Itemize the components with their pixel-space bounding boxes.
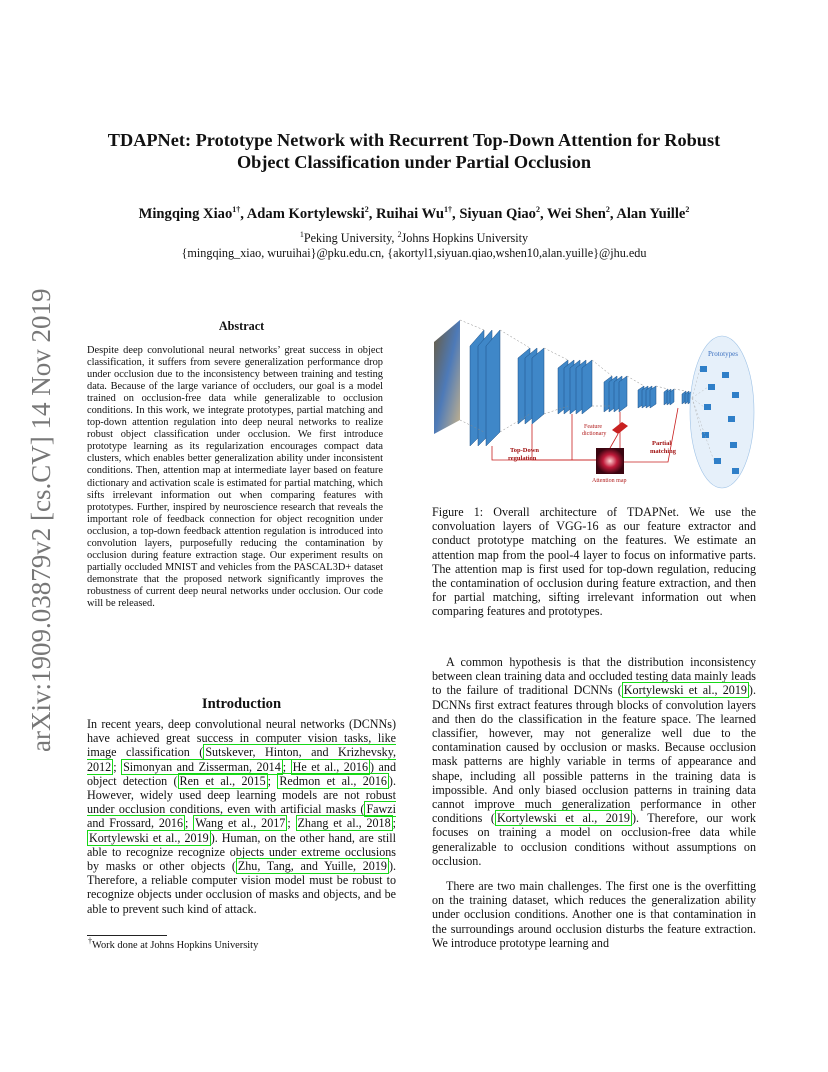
author-mark: 1† — [232, 205, 241, 215]
text-run: ). Therefore, a reliable computer vision model must be robust to recognize objects under occlusion of masks and objects, and be able to prevent such kind of attack. — [87, 859, 396, 916]
top-down-label-1: Top-Down — [510, 447, 540, 454]
text-run: ; — [287, 816, 296, 831]
author-name: Mingqing Xiao — [138, 206, 233, 222]
author-mark: 2 — [535, 205, 540, 215]
top-down-label-2: regulation — [508, 455, 537, 462]
abstract-text: Despite deep convolutional neural networks’ great success in object classification, it suffers from severe generalization performance drop under occlusion due to the inconsistency between training and testing data. Because of the large variance of occluders, our goal is a model trained on occlusion-free data while generalizable to occlusion conditions. In this work, we integrate prototypes, partial matching and top-down attention regulation into deep neural networks to realize robust object classification under occlusion. We first introduce prototype learning as its regularization encourages compact data clusters, which enables better generalization ability under inconsistent conditions. Then, attention map at intermediate layer based on feature dictionary and activation scale is estimated for partial matching, which sifts irrelevant information out when comparing features with prototypes. Further, inspired by neuroscience research that reveals the important role of feedback connection for object recognition under occlusion, a top-down feedback attention regulation is introduced into convolution layers, purposefully reducing the contamination by occlusion during feature extraction stage. Our experiment results on partially occluded MNIST and vehicles from the PASCAL3D+ dataset demonstrate that the proposed network significantly improves the robustness of current deep neural networks under occlusion. Our code will be released. — [87, 345, 383, 609]
text-run: ). Human, on the other hand, are still able to recognize recognize objects under extreme occlusions by masks or other objects ( — [87, 830, 396, 874]
conv-layer — [486, 330, 500, 446]
arxiv-id: arXiv:1909.03879v2 [cs.CV] 14 Nov 2019 — [26, 288, 56, 752]
footnote — [88, 936, 259, 951]
author-mark: 1† — [444, 205, 453, 215]
affiliation-2: Johns Hopkins University — [401, 231, 529, 245]
partial-matching-label-1: Partial — [652, 440, 672, 447]
author-name: Adam Kortylewski — [246, 206, 365, 222]
paper-title — [60, 129, 768, 173]
feature-dictionary-label-2: dictionary — [582, 431, 607, 437]
prototype-cube — [728, 416, 735, 422]
introduction-paragraph — [87, 717, 396, 916]
affiliations — [60, 231, 768, 246]
author-name: Wei Shen — [547, 206, 606, 222]
abstract-heading: Abstract — [218, 319, 265, 333]
citation-link[interactable]: Kortylewski et al., 2019 — [89, 830, 209, 845]
text-run: ). However, widely used deep learning models are not robust under occlusion conditions, even with artificial masks ( — [87, 773, 396, 817]
text-run: ). Therefore, our work focuses on training a model on occlusion-free data while generalizable to occlusion conditions without assumptions on occlusion. — [432, 811, 756, 868]
affiliation-mark: 2 — [397, 229, 402, 239]
author-mark: 2 — [605, 205, 610, 215]
introduction-heading: Introduction — [201, 696, 282, 712]
text-run: ; — [185, 816, 194, 831]
citation-link[interactable]: Zhu, Tang, and Yuille, 2019 — [237, 859, 387, 874]
figure-caption: Figure 1: Overall architecture of TDAPNet. We use the convoluation layers of VGG-16 as our feature extractor and conduct prototype matching on the features. We estimate an attention map from the pool-4 layer to focus on informative parts. The attention map is first used for top-down regulation, reducing the contamination of occlusion during feature extraction, and then for partial matching, sifting irrelevant information out when comparing features and prototypes. — [432, 505, 756, 619]
author-list: Mingqing Xiao$^{1\dagger}$, Adam Kortylewski$^2$, Ruihai $Wu^{1\dagger}$, Siyuan Qiao$^2$, Wei Shen$^2$, Alan Yuille$^2$ — [138, 205, 690, 222]
attention-map — [596, 448, 624, 474]
conv-blocks — [470, 330, 692, 446]
prototype-cube — [722, 372, 729, 378]
text-run: ) and object detection ( — [87, 759, 397, 788]
author-name: Ruihai Wu — [376, 206, 445, 222]
citation-link[interactable]: Sutskever, Hinton, and Krizhevsky, 2012 — [87, 745, 396, 774]
affiliation-1: Peking University, — [303, 231, 398, 245]
footnote-divider — [87, 935, 167, 936]
conv-layer — [582, 360, 592, 414]
text-run: ; — [113, 759, 122, 774]
citation-link[interactable]: He et al., 2016 — [292, 759, 368, 774]
author-mark: 2 — [685, 205, 690, 215]
text-run: ). DCNNs first extract features through blocks of convolution layers and then do the classification in the feature space. The learned classifier, however, may not generalize well due to the contamination caused by occlusion or masks. Because occlusion mask patterns are highly variable in terms of appearance and shape, including all possible patterns in the training data is impossible. And only biased occlusion patterns in training data cannot improve much generalization performance in other conditions ( — [432, 683, 756, 826]
title-line-2: Object Classification under Partial Occlusion — [236, 152, 592, 172]
citation-link[interactable]: Kortylewski et al., 2019 — [496, 811, 630, 826]
prototype-cube — [730, 442, 737, 448]
body-paragraph: There are two main challenges. The first one is the overfitting on the training dataset, which reduces the generalization ability under occlusion conditions. Another one is that contamination in the surroundings around occlusion disturbs the feature extraction. We introduce prototype learning and — [432, 879, 756, 950]
citation-link[interactable]: Kortylewski et al., 2019 — [623, 683, 747, 698]
text-run: ; — [267, 773, 278, 788]
affiliation-mark: 1 — [299, 229, 304, 239]
text-run: A common hypothesis is that the distribution inconsistency between clean training data and occluded testing data mainly leads to the failure of traditional DCNNs ( — [432, 655, 756, 698]
conv-layer — [532, 348, 544, 424]
title-line-1: TDAPNet: Prototype Network with Recurrent Top-Down Attention for Robust — [107, 130, 721, 150]
attention-map-label: Attention map — [592, 478, 627, 484]
citation-link[interactable]: Ren et al., 2015 — [179, 773, 266, 788]
conv-layer — [670, 389, 674, 405]
prototype-cube — [714, 458, 721, 464]
author-name: Alan Yuille — [616, 206, 686, 222]
prototype-cube — [704, 404, 711, 410]
prototype-cube — [732, 468, 739, 474]
citation-link[interactable]: Simonyan and Zisserman, 2014 — [123, 759, 281, 774]
prototypes-label: Prototypes — [708, 350, 738, 358]
footnote-mark: † — [88, 936, 92, 946]
conv-layer — [650, 386, 656, 408]
footnote-text: Work done at Johns Hopkins University — [92, 940, 259, 951]
partial-matching-label-2: matching — [650, 448, 676, 455]
prototype-cube — [700, 366, 707, 372]
figure-architecture-diagram — [432, 312, 756, 490]
text-run: In recent years, deep convolutional neural networks (DCNNs) have achieved great success in computer vision tasks, like image classification ( — [87, 717, 396, 760]
text-run: ; — [282, 759, 291, 774]
arxiv-stamp — [14, 282, 60, 752]
author-mark: 2 — [364, 205, 369, 215]
body-paragraph — [432, 655, 756, 868]
author-name: Siyuan Qiao — [459, 206, 536, 222]
prototype-cube — [708, 384, 715, 390]
author-emails: {mingqing_xiao, wuruihai}@pku.edu.cn, {akortyl1,siyuan.qiao,wshen10,alan.yuille}@jhu.edu — [181, 246, 647, 260]
text-run: ; — [392, 816, 397, 831]
citation-link[interactable]: Zhang et al., 2018 — [297, 816, 391, 831]
citation-link[interactable]: Redmon et al., 2016 — [279, 773, 387, 788]
feature-dictionary-label-1: Feature — [584, 424, 602, 430]
prototype-cube — [732, 392, 739, 398]
citation-link[interactable]: Fawzi and Frossard, 2016 — [87, 802, 396, 831]
conv-layer — [619, 376, 627, 412]
prototype-region — [690, 336, 754, 488]
citation-link[interactable]: Wang et al., 2017 — [195, 816, 286, 831]
input-image — [434, 320, 460, 434]
